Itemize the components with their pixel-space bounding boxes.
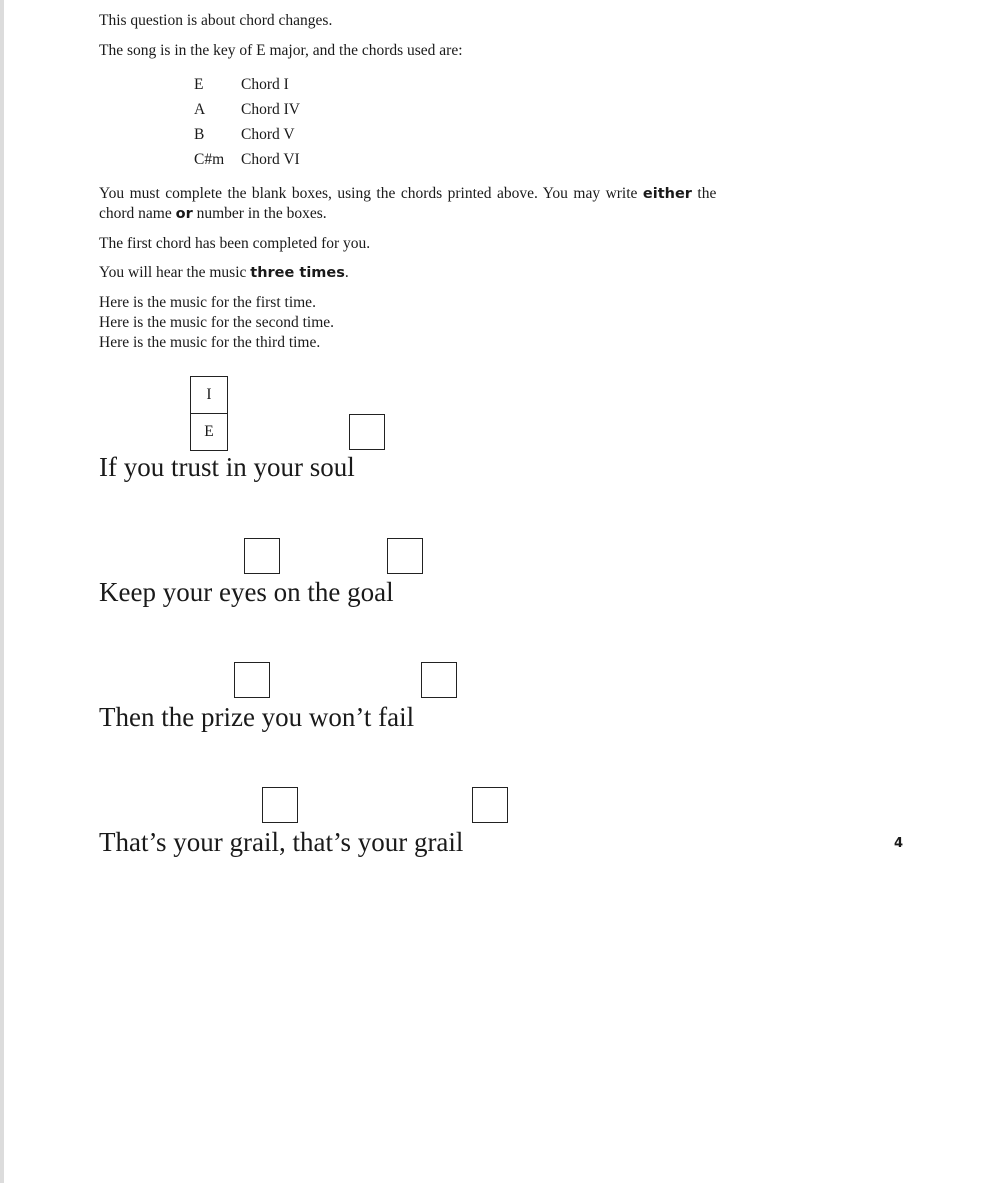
chord-row-e: [194, 75, 289, 95]
chord-row-b: [194, 125, 295, 145]
instruction-line-1: [99, 184, 716, 204]
instruction-text: number in the boxes.: [192, 205, 327, 222]
chord-name: B: [194, 126, 205, 143]
intro-line-1: This question is about chord changes.: [99, 12, 333, 29]
chord-name: A: [194, 101, 206, 118]
instruction-text: the: [691, 185, 717, 202]
answer-box-6[interactable]: [262, 787, 298, 823]
example-chord-number: I: [206, 386, 212, 403]
play-line-2: Here is the music for the second time.: [99, 314, 335, 331]
answer-box-1[interactable]: [349, 414, 385, 450]
first-chord-note: The first chord has been completed for you.: [99, 235, 371, 252]
chord-label: Chord VI: [241, 151, 300, 168]
answer-box-5[interactable]: [421, 662, 457, 698]
example-chord-name: E: [191, 413, 227, 450]
lyric-line-2: Keep your eyes on the goal: [99, 577, 394, 607]
instruction-emphasis: three times: [250, 265, 345, 281]
page-edge: [0, 0, 4, 1183]
lyric-line-3: Then the prize you won’t fail: [99, 702, 415, 732]
instruction-text: You will hear the music: [99, 264, 251, 281]
answer-box-3[interactable]: [387, 538, 423, 574]
chord-label: Chord I: [241, 76, 289, 93]
chord-label: Chord IV: [241, 101, 300, 118]
chord-name: E: [194, 76, 204, 93]
page-number: 4: [894, 836, 904, 851]
chord-name: C#m: [194, 151, 225, 168]
hear-times-line: [99, 263, 349, 283]
instruction-emphasis: either: [642, 186, 692, 202]
instruction-text: You must complete the blank boxes, using the chords printed above. You may write: [99, 185, 643, 202]
chord-row-csharpm: [194, 150, 300, 170]
chord-row-a: [194, 100, 300, 120]
lyric-line-4: That’s your grail, that’s your grail: [99, 827, 464, 857]
chord-label: Chord V: [241, 126, 295, 143]
answer-box-7[interactable]: [472, 787, 508, 823]
instruction-emphasis: or: [175, 206, 193, 222]
lyric-line-1: If you trust in your soul: [99, 452, 355, 482]
example-chord-box: [190, 376, 228, 451]
answer-box-2[interactable]: [244, 538, 280, 574]
instruction-text: .: [344, 264, 349, 281]
instruction-line-2: [99, 204, 327, 224]
play-line-3: Here is the music for the third time.: [99, 334, 321, 351]
answer-box-4[interactable]: [234, 662, 270, 698]
play-line-1: Here is the music for the first time.: [99, 294, 316, 311]
instruction-text: chord name: [99, 205, 176, 222]
intro-line-2: The song is in the key of E major, and the chords used are:: [99, 42, 463, 59]
